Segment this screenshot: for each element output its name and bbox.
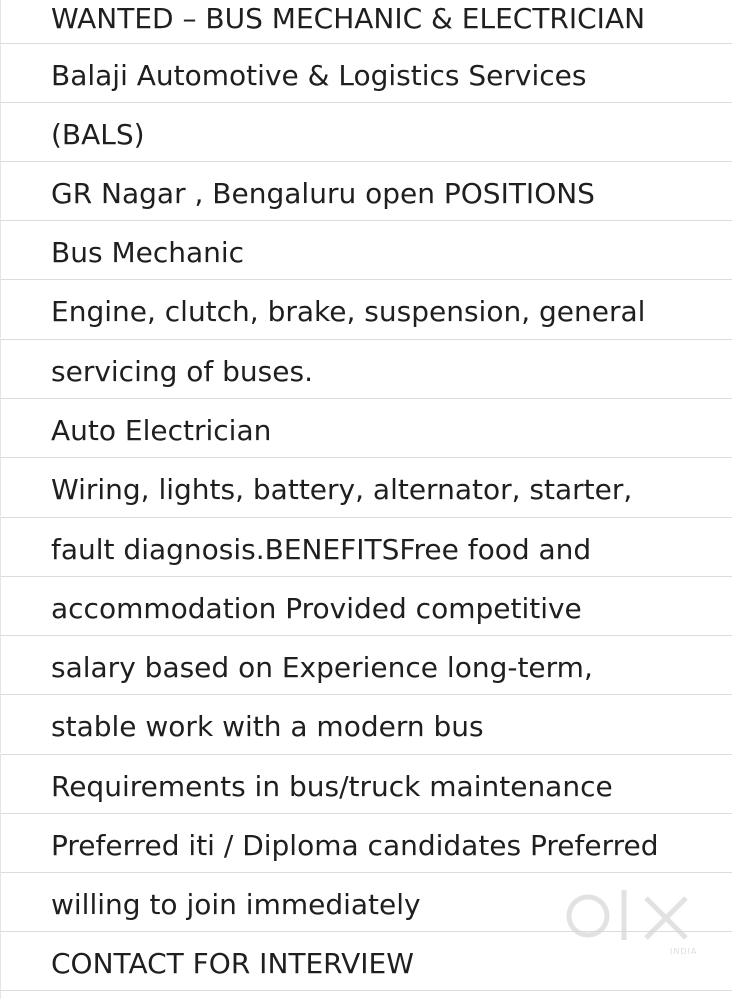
text-line: Balaji Automotive & Logistics Services (0, 43, 732, 102)
text-line: servicing of buses. (0, 339, 732, 398)
text-line: Requirements in bus/truck maintenance (0, 754, 732, 813)
text-line: Preferred iti / Diploma candidates Preferred (0, 813, 732, 872)
text-line: (BALS) (0, 102, 732, 161)
text-line: stable work with a modern bus (0, 694, 732, 753)
text-line: Engine, clutch, brake, suspension, general (0, 279, 732, 338)
text-line: fault diagnosis.BENEFITSFree food and (0, 517, 732, 576)
text-line: WANTED – BUS MECHANIC & ELECTRICIAN (0, 0, 732, 45)
text-line: GR Nagar , Bengaluru open POSITIONS (0, 161, 732, 220)
text-line: accommodation Provided competitive (0, 576, 732, 635)
text-line: willing to join immediately (0, 872, 732, 931)
text-line: CONTACT FOR INTERVIEW (0, 931, 732, 990)
text-line: Bus Mechanic (0, 220, 732, 279)
text-line: Auto Electrician (0, 398, 732, 457)
text-line: salary based on Experience long-term, (0, 635, 732, 694)
olx-logo-icon (562, 884, 702, 960)
svg-text:INDIA: INDIA (670, 947, 698, 956)
text-line: Wiring, lights, battery, alternator, starter, (0, 457, 732, 516)
text-line-end (0, 990, 732, 999)
